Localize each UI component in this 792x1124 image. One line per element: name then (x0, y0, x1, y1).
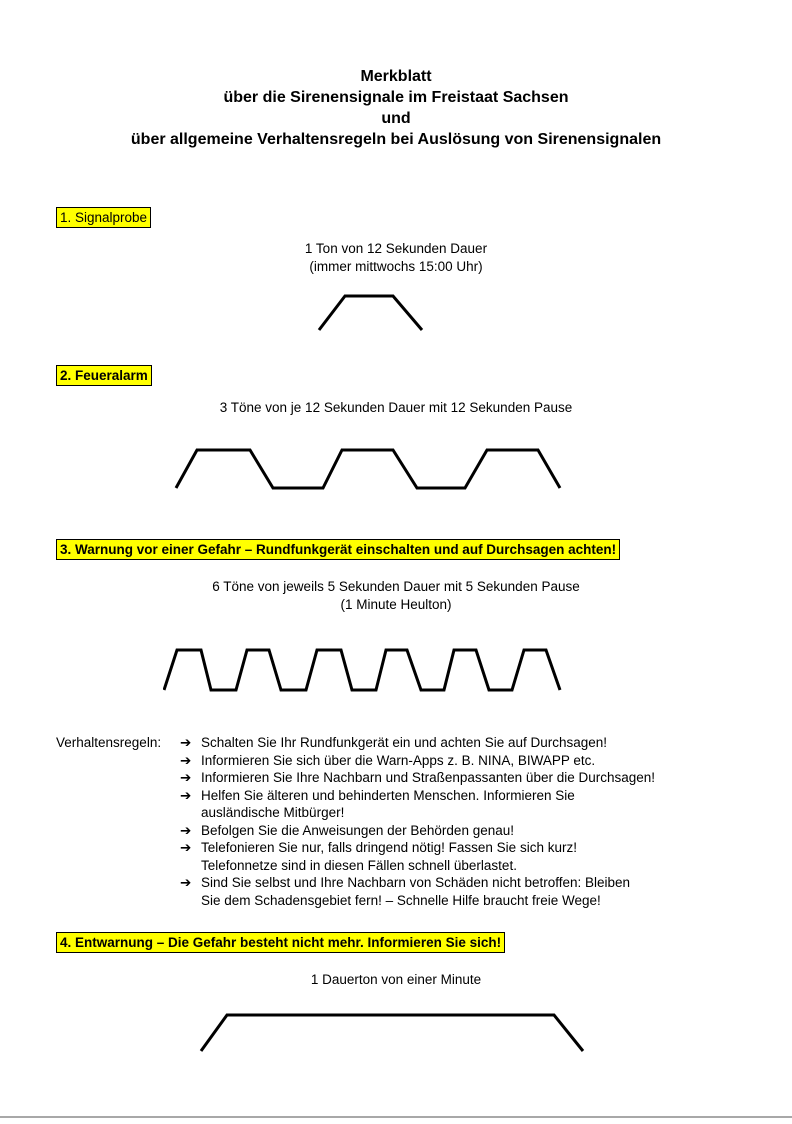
title-line-2: über die Sirenensignale im Freistaat Sachsen (223, 89, 569, 106)
title-line-4: über allgemeine Verhaltensregeln bei Auslösung von Sirenensignalen (130, 131, 662, 148)
verhaltensregeln-list (180, 734, 655, 909)
rule-text: Telefonieren Sie nur, falls dringend nötig! Fassen Sie sich kurz! (201, 840, 577, 855)
title-line-3: und (381, 110, 411, 127)
arrow-bullet-icon: ➔ (180, 840, 192, 855)
entwarnung-description (0, 971, 792, 989)
signalprobe-description (0, 240, 792, 276)
list-item (180, 874, 655, 909)
page-edge-divider (0, 1116, 792, 1118)
feueralarm-description (0, 399, 792, 417)
warnung-desc-line-1: 6 Töne von jeweils 5 Sekunden Dauer mit 5 Sekunden Pause (212, 579, 580, 594)
arrow-bullet-icon: ➔ (180, 752, 192, 768)
rule-text: Helfen Sie älteren und behinderten Menschen. Informieren Sie (201, 787, 575, 803)
entwarnung-desc-line-1: 1 Dauerton von einer Minute (310, 972, 482, 987)
verhaltensregeln-block (56, 734, 655, 909)
waveform-entwarnung (198, 1011, 590, 1055)
rule-text: ausländische Mitbürger! (201, 805, 345, 820)
rule-text: Informieren Sie sich über die Warn-Apps z. B. NINA, BIWAPP etc. (201, 752, 596, 768)
arrow-bullet-icon: ➔ (180, 770, 192, 785)
verhaltensregeln-label: Verhaltensregeln: (56, 735, 162, 750)
warnung-desc-line-2: (1 Minute Heulton) (340, 597, 452, 612)
arrow-bullet-icon: ➔ (180, 735, 192, 750)
list-item (180, 787, 655, 822)
list-item (180, 839, 655, 874)
title-line-1: Merkblatt (360, 68, 432, 85)
warnung-description (0, 578, 792, 614)
list-item (180, 734, 655, 752)
list-item (180, 822, 655, 840)
waveform-feueralarm (174, 446, 562, 492)
section-heading-entwarnung: 4. Entwarnung – Die Gefahr besteht nicht mehr. Informieren Sie sich! (56, 932, 505, 953)
list-item (180, 769, 655, 787)
rule-text: Schalten Sie Ihr Rundfunkgerät ein und achten Sie auf Durchsagen! (201, 735, 608, 750)
section-heading-warnung: 3. Warnung vor einer Gefahr – Rundfunkgerät einschalten und auf Durchsagen achten! (56, 539, 620, 560)
signalprobe-desc-line-2: (immer mittwochs 15:00 Uhr) (309, 259, 483, 274)
section-heading-feueralarm: 2. Feueralarm (56, 365, 152, 386)
feueralarm-desc-line-1: 3 Töne von je 12 Sekunden Dauer mit 12 Sekunden Pause (219, 400, 573, 415)
rule-text: Telefonnetze sind in diesen Fällen schnell überlastet. (201, 857, 517, 873)
rule-text: Sie dem Schadensgebiet fern! – Schnelle Hilfe braucht freie Wege! (201, 892, 601, 908)
signalprobe-desc-line-1: 1 Ton von 12 Sekunden Dauer (304, 241, 488, 256)
rule-text: Sind Sie selbst und Ihre Nachbarn von Schäden nicht betroffen: Bleiben (201, 875, 631, 890)
arrow-bullet-icon: ➔ (180, 822, 192, 838)
rule-text: Informieren Sie Ihre Nachbarn und Straßenpassanten über die Durchsagen! (201, 770, 656, 785)
arrow-bullet-icon: ➔ (180, 875, 192, 890)
document-title (0, 66, 792, 150)
section-heading-signalprobe: 1. Signalprobe (56, 207, 151, 228)
arrow-bullet-icon: ➔ (180, 787, 192, 803)
rule-text: Befolgen Sie die Anweisungen der Behörden genau! (201, 822, 514, 838)
list-item (180, 752, 655, 770)
waveform-signalprobe (317, 292, 427, 334)
waveform-warnung (163, 646, 563, 694)
